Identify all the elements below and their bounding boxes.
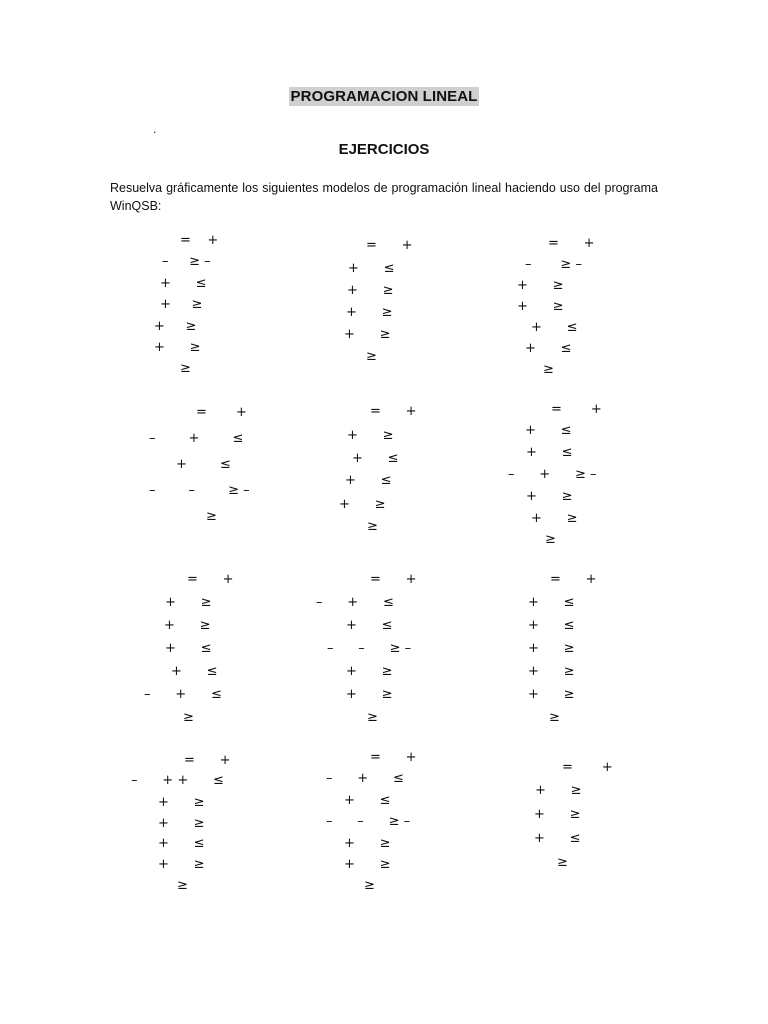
objective-row: = + [551, 402, 602, 417]
nonnegativity-row: ≥ [183, 710, 194, 725]
constraint-row: + ≥ [158, 816, 205, 831]
nonnegativity-row: ≥ [543, 362, 554, 377]
constraint-row: + ≥ [517, 278, 564, 293]
constraint-row: + ≥ [346, 305, 393, 320]
constraint-row: + ≥ [154, 319, 197, 334]
constraint-row: + ≤ [528, 595, 575, 610]
constraint-row: + ≤ [534, 831, 581, 846]
page-title-text: PROGRAMACION LINEAL [290, 88, 478, 105]
nonnegativity-row: ≥ [545, 532, 556, 547]
constraint-row: + ≤ [176, 457, 231, 472]
constraint-row: – + ≤ [316, 595, 394, 610]
constraint-row: + ≤ [531, 320, 578, 335]
objective-row: = + [196, 405, 247, 420]
constraint-row: + ≤ [525, 341, 572, 356]
constraint-row: + ≤ [346, 618, 393, 633]
constraint-row: – + ≥ – [508, 467, 597, 482]
constraint-row: + ≥ [528, 664, 575, 679]
objective-row: = + [548, 236, 595, 251]
constraint-row: + ≤ [345, 473, 392, 488]
constraint-row: + ≤ [165, 641, 212, 656]
constraint-row: + ≤ [352, 451, 399, 466]
constraint-row: + ≥ [347, 428, 394, 443]
constraint-row: + ≥ [517, 299, 564, 314]
constraint-row: + ≤ [525, 423, 572, 438]
nonnegativity-row: ≥ [366, 349, 377, 364]
constraint-row: – + + ≤ [131, 773, 224, 788]
constraint-row: – ≥ – [525, 257, 582, 272]
constraint-row: + ≥ [346, 664, 393, 679]
constraint-row: + ≥ [526, 489, 573, 504]
constraint-row: + ≥ [339, 497, 386, 512]
nonnegativity-row: ≥ [549, 710, 560, 725]
constraint-row: + ≥ [164, 618, 211, 633]
constraint-row: + ≤ [171, 664, 218, 679]
constraint-row: + ≤ [160, 276, 207, 291]
constraint-row: + ≥ [346, 687, 393, 702]
objective-row: = + [180, 233, 219, 248]
constraint-row: + ≥ [528, 641, 575, 656]
constraint-row: – – ≥ – [149, 483, 250, 498]
stray-dot: . [153, 122, 157, 136]
constraint-row: – + ≤ [144, 687, 222, 702]
section-heading: EJERCICIOS [338, 141, 430, 158]
objective-row: = + [370, 750, 417, 765]
objective-row: = + [184, 753, 231, 768]
constraint-row: + ≥ [535, 783, 582, 798]
constraint-row: + ≥ [347, 283, 394, 298]
nonnegativity-row: ≥ [367, 519, 378, 534]
constraint-row: + ≤ [528, 618, 575, 633]
nonnegativity-row: ≥ [206, 509, 217, 524]
constraint-row: + ≥ [158, 795, 205, 810]
constraint-row: + ≥ [344, 327, 391, 342]
constraint-row: + ≥ [158, 857, 205, 872]
nonnegativity-row: ≥ [177, 878, 188, 893]
constraint-row: + ≥ [344, 836, 391, 851]
objective-row: = + [550, 572, 597, 587]
constraint-row: + ≥ [165, 595, 212, 610]
nonnegativity-row: ≥ [364, 878, 375, 893]
constraint-row: + ≥ [160, 297, 203, 312]
constraint-row: + ≥ [344, 857, 391, 872]
nonnegativity-row: ≥ [557, 855, 568, 870]
constraint-row: + ≤ [344, 793, 391, 808]
constraint-row: + ≤ [526, 445, 573, 460]
constraint-row: + ≤ [158, 836, 205, 851]
constraint-row: – + ≤ [149, 431, 244, 446]
nonnegativity-row: ≥ [367, 710, 378, 725]
intro-line-2: WinQSB: [110, 199, 162, 213]
constraint-row: + ≥ [534, 807, 581, 822]
constraint-row: + ≥ [531, 511, 578, 526]
objective-row: = + [562, 760, 613, 775]
objective-row: = + [370, 404, 417, 419]
constraint-row: – ≥ – [162, 254, 211, 269]
constraint-row: – + ≤ [326, 771, 404, 786]
constraint-row: + ≤ [348, 261, 395, 276]
objective-row: = + [187, 572, 234, 587]
intro-line-1: Resuelva gráficamente los siguientes modelos de programación lineal haciendo uso del programa [110, 181, 658, 195]
nonnegativity-row: ≥ [180, 361, 191, 376]
objective-row: = + [370, 572, 417, 587]
constraint-row: + ≥ [528, 687, 575, 702]
constraint-row: – – ≥ – [326, 814, 411, 829]
constraint-row: – – ≥ – [327, 641, 412, 656]
objective-row: = + [366, 238, 413, 253]
constraint-row: + ≥ [154, 340, 201, 355]
